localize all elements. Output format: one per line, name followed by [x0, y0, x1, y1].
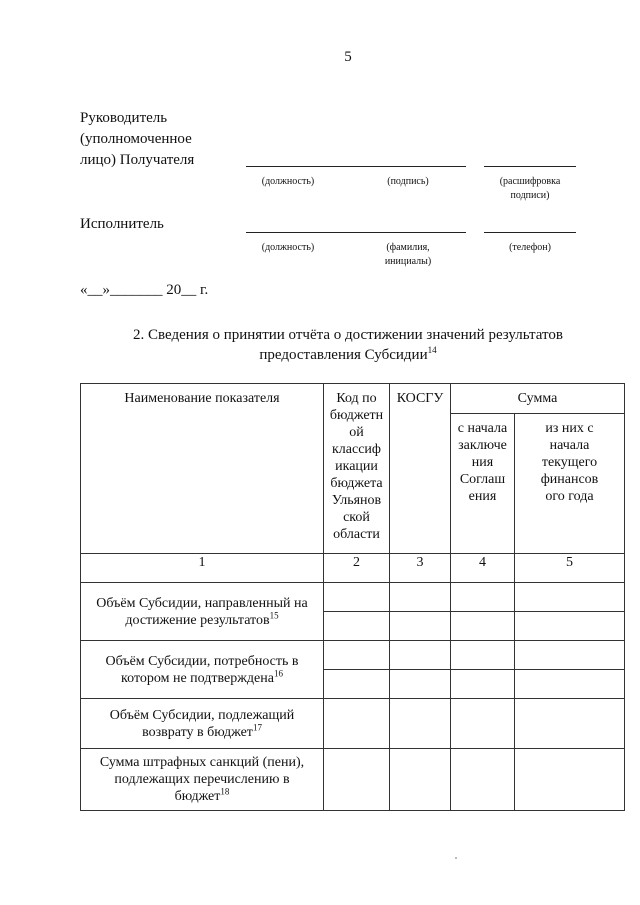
table-cell — [515, 612, 625, 641]
caption-line: (расшифровка — [499, 176, 561, 187]
scan-speck — [455, 857, 457, 859]
header-since-agreement — [451, 414, 515, 554]
header-line: ния — [471, 455, 494, 470]
table-cell — [324, 670, 390, 699]
header-line: Код по — [336, 391, 377, 406]
subsidy-report-table — [80, 383, 625, 811]
footnote-ref: 16 — [273, 667, 283, 678]
header-line: области — [333, 527, 380, 542]
page-number: 5 — [344, 49, 352, 65]
table-cell — [515, 641, 625, 670]
head-label-line: Руководитель — [80, 110, 168, 126]
table-cell — [451, 583, 515, 612]
header-current-year — [515, 414, 625, 554]
row-label-text: Сумма штрафных санкций (пени), подлежащих перечислению в бюджет — [99, 755, 305, 804]
executor-position-name-line — [246, 232, 466, 233]
header-line: Соглаш — [459, 472, 506, 487]
table-cell — [451, 641, 515, 670]
footnote-ref: 17 — [252, 721, 262, 732]
executor-phone-caption: (телефон) — [509, 242, 551, 253]
head-position-caption: (должность) — [261, 176, 315, 187]
section-title-line1: 2. Сведения о принятии отчёта о достижении значений результатов — [133, 327, 563, 343]
table-row-label — [81, 641, 324, 699]
caption-line: (фамилия, — [386, 242, 430, 253]
head-decoding-caption — [478, 175, 582, 203]
header-indicator-name: Наименование показателя — [81, 384, 324, 554]
head-signature-caption: (подпись) — [387, 176, 429, 187]
column-number: 4 — [451, 554, 515, 583]
header-budget-code — [324, 384, 390, 554]
header-line: заключе — [458, 438, 507, 453]
table-cell — [390, 670, 451, 699]
table-cell — [515, 583, 625, 612]
table-cell — [515, 749, 625, 811]
head-position-signature-line — [246, 166, 466, 167]
header-line: ого года — [545, 489, 594, 504]
table-cell — [390, 749, 451, 811]
column-number: 1 — [81, 554, 324, 583]
header-line: текущего — [541, 455, 598, 470]
section-title-line2 — [80, 345, 616, 365]
row-label-text: Объём Субсидии, направленный на достижение результатов — [96, 595, 308, 628]
head-label-line: (уполномоченное — [80, 131, 192, 147]
header-line: бюджетн — [329, 408, 384, 423]
column-number: 2 — [324, 554, 390, 583]
table-cell — [324, 612, 390, 641]
row-label-text: Объём Субсидии, подлежащий возврату в бюджет — [109, 707, 295, 740]
header-line: с начала — [457, 421, 508, 436]
table-cell — [451, 670, 515, 699]
executor-label: Исполнитель — [80, 216, 164, 232]
table-cell — [324, 641, 390, 670]
table-cell — [451, 612, 515, 641]
header-line: ения — [468, 489, 497, 504]
header-line: начала — [549, 438, 590, 453]
header-line: икации — [335, 459, 378, 474]
executor-name-caption — [366, 241, 450, 269]
header-line: Ульянов — [331, 493, 382, 508]
caption-line: инициалы) — [384, 256, 432, 267]
row-label-text: Объём Субсидии, потребность в котором не подтверждена — [105, 653, 299, 686]
executor-phone-line — [484, 232, 576, 233]
date-line: «__»_______ 20__ г. — [80, 282, 209, 298]
table-cell — [390, 612, 451, 641]
footnote-ref: 15 — [269, 609, 279, 620]
footnote-ref: 14 — [427, 345, 437, 355]
table-row-label — [81, 749, 324, 811]
table-cell — [390, 583, 451, 612]
table-row-label — [81, 699, 324, 749]
table-cell — [515, 670, 625, 699]
section-title-text: предоставления Субсидии — [259, 347, 428, 363]
head-decoding-line — [484, 166, 576, 167]
header-kosgu: КОСГУ — [390, 384, 451, 554]
header-line: ской — [343, 510, 370, 525]
table-cell — [324, 749, 390, 811]
table-cell — [324, 699, 390, 749]
table-row-label — [81, 583, 324, 641]
header-line: финансов — [540, 472, 599, 487]
column-number: 5 — [515, 554, 625, 583]
table-cell — [390, 641, 451, 670]
header-line: из них с — [545, 421, 594, 436]
header-line: бюджета — [330, 476, 383, 491]
table-cell — [451, 749, 515, 811]
header-sum: Сумма — [451, 384, 625, 414]
head-label-line: лицо) Получателя — [80, 152, 195, 168]
header-line: классиф — [332, 442, 381, 457]
section-title — [80, 325, 616, 365]
table-cell — [324, 583, 390, 612]
table-cell — [451, 699, 515, 749]
executor-position-caption: (должность) — [261, 242, 315, 253]
column-number: 3 — [390, 554, 451, 583]
footnote-ref: 18 — [220, 786, 230, 797]
caption-line: подписи) — [510, 190, 550, 201]
header-line: ой — [349, 425, 364, 440]
table-cell — [390, 699, 451, 749]
head-signature-label — [80, 108, 194, 171]
table-cell — [515, 699, 625, 749]
